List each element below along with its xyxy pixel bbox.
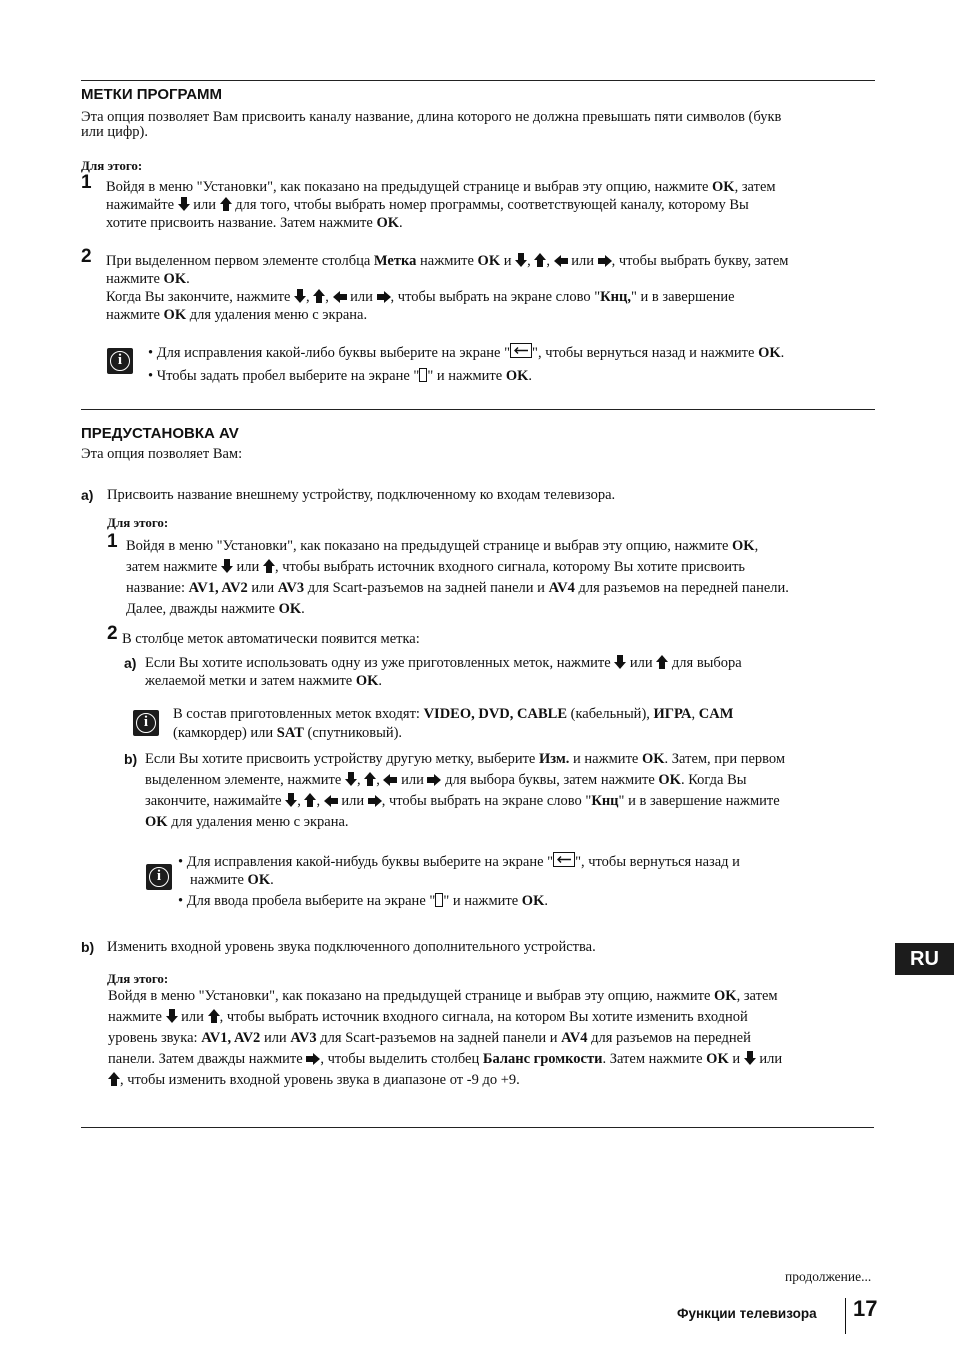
arrow-left-icon — [333, 291, 347, 303]
item-text: выделенном элементе, нажмите , , или для выбора буквы, затем нажмите OK. Когда Вы — [145, 772, 747, 788]
step-text: затем нажмите или , чтобы выбрать источник входного сигнала, которому Вы хотите присвоить — [126, 559, 746, 575]
body-text: нажмите или , чтобы выбрать источник входного сигнала, на котором Вы хотите изменить входной — [108, 1009, 748, 1025]
arrow-left-icon — [324, 795, 338, 807]
note-text: • Для исправления какой-либо буквы выберите на экране " ", чтобы вернуться назад и нажмите OK. — [148, 345, 785, 361]
arrow-left-icon — [383, 774, 397, 786]
item-label: a) — [81, 487, 94, 503]
arrow-right-icon — [598, 255, 612, 267]
arrow-right-icon — [306, 1053, 320, 1065]
arrow-down-icon — [166, 1009, 178, 1023]
lead-label: Для этого: — [81, 158, 143, 173]
page-number: 17 — [853, 1296, 878, 1321]
note-text: • Чтобы задать пробел выберите на экране " " и нажмите OK. — [148, 368, 532, 384]
item-text: Присвоить название внешнему устройству, подключенному ко входам телевизора. — [107, 487, 616, 503]
arrow-up-icon — [304, 793, 316, 807]
arrow-up-icon — [108, 1072, 120, 1086]
lead-label: Для этого: — [107, 971, 169, 986]
arrow-down-icon — [294, 289, 306, 303]
intro-text-cont: или цифр). — [81, 124, 148, 140]
arrow-up-icon — [313, 289, 325, 303]
footer-divider — [845, 1298, 846, 1334]
item-label: b) — [124, 751, 138, 767]
arrow-right-icon — [427, 774, 441, 786]
info-icon: i — [146, 864, 172, 890]
body-text: панели. Затем дважды нажмите , чтобы выделить столбец Баланс громкости. Затем нажмите OK и или — [108, 1051, 783, 1067]
item-text: желаемой метки и затем нажмите OK. — [145, 673, 383, 689]
backspace-icon — [510, 343, 532, 358]
arrow-down-icon — [614, 655, 626, 669]
step-text: нажмите OK для удаления меню с экрана. — [106, 307, 368, 323]
info-icon: i — [107, 348, 133, 374]
arrow-down-icon — [515, 253, 527, 267]
arrow-up-icon — [220, 197, 232, 211]
item-text: закончите, нажимайте , , или , чтобы выбрать на экране слово "Кнц" и в завершение нажмите — [145, 793, 780, 809]
step-text: нажимайте или для того, чтобы выбрать номер программы, соответствующей каналу, которому Вы — [106, 197, 749, 213]
step-text: При выделенном первом элементе столбца Метка нажмите OK и , , или , чтобы выбрать букву, затем — [106, 253, 789, 269]
continued-text: продолжение... — [785, 1269, 872, 1284]
item-text: Если Вы хотите присвоить устройству другую метку, выберите Изм. и нажмите OK. Затем, при первом — [145, 751, 786, 767]
arrow-down-icon — [285, 793, 297, 807]
arrow-down-icon — [345, 772, 357, 786]
step-number: 2 — [107, 623, 118, 644]
step-text: название: AV1, AV2 или AV3 для Scart-разъемов на задней панели и AV4 для разъемов на передней панели. — [126, 580, 789, 596]
info-icon: i — [133, 710, 159, 736]
arrow-left-icon — [554, 255, 568, 267]
intro-text: Эта опция позволяет Вам: — [81, 446, 243, 462]
language-tab: RU — [895, 943, 954, 975]
step-number: 1 — [81, 172, 92, 193]
top-rule — [81, 80, 875, 81]
item-text: OK для удаления меню с экрана. — [145, 814, 349, 830]
note-text: В состав приготовленных меток входят: VIDEO, DVD, CABLE (кабельный), ИГРА, CAM — [173, 706, 734, 722]
arrow-down-icon — [221, 559, 233, 573]
step-text: Когда Вы закончите, нажмите , , или , чтобы выбрать на экране слово "Кнц," и в завершение — [106, 289, 735, 305]
step-text: Войдя в меню "Установки", как показано на предыдущей странице и выбрав эту опцию, нажмите OK, — [126, 538, 759, 554]
note-text: (камкордер) или SAT (спутниковый). — [173, 725, 403, 741]
step-text: нажмите OK. — [106, 271, 190, 287]
arrow-up-icon — [364, 772, 376, 786]
note-text: • Для исправления какой-нибудь буквы выберите на экране " ", чтобы вернуться назад и — [178, 854, 740, 870]
lead-label: Для этого: — [107, 515, 169, 530]
arrow-up-icon — [534, 253, 546, 267]
section-title-av-preset: ПРЕДУСТАНОВКА AV — [81, 425, 239, 442]
intro-text: Эта опция позволяет Вам присвоить каналу название, длина которого не должна превышать пяти символов (букв — [81, 109, 782, 125]
arrow-up-icon — [263, 559, 275, 573]
item-label: b) — [81, 939, 95, 955]
body-text: , чтобы изменить входной уровень звука в диапазоне от -9 до +9. — [108, 1071, 520, 1089]
note-text: нажмите OK. — [190, 872, 274, 888]
item-label: a) — [124, 655, 137, 671]
arrow-right-icon — [368, 795, 382, 807]
step-text: Войдя в меню "Установки", как показано на предыдущей странице и выбрав эту опцию, нажмите OK, затем — [106, 179, 776, 195]
arrow-up-icon — [656, 655, 668, 669]
note-text: • Для ввода пробела выберите на экране " " и нажмите OK. — [178, 893, 548, 909]
backspace-icon — [553, 852, 575, 867]
step-text: Далее, дважды нажмите OK. — [126, 601, 305, 617]
arrow-right-icon — [377, 291, 391, 303]
step-number: 1 — [107, 531, 118, 552]
bottom-rule — [81, 1127, 874, 1128]
arrow-down-icon — [178, 197, 190, 211]
step-text: хотите присвоить название. Затем нажмите OK. — [106, 215, 403, 231]
section-title-program-labels: МЕТКИ ПРОГРАММ — [81, 86, 223, 103]
footer-section-name: Функции телевизора — [677, 1306, 817, 1321]
step-number: 2 — [81, 246, 92, 267]
section-divider — [81, 409, 875, 410]
body-text: уровень звука: AV1, AV2 или AV3 для Scart-разъемов на задней панели и AV4 для разъемов на передней — [108, 1030, 751, 1046]
item-text: Если Вы хотите использовать одну из уже приготовленных меток, нажмите или для выбора — [145, 655, 742, 671]
arrow-down-icon — [744, 1051, 756, 1065]
item-text: Изменить входной уровень звука подключенного дополнительного устройства. — [107, 939, 596, 955]
body-text: Войдя в меню "Установки", как показано на предыдущей странице и выбрав эту опцию, нажмите OK, затем — [108, 988, 778, 1004]
step-text: В столбце меток автоматически появится метка: — [122, 631, 420, 647]
arrow-up-icon — [208, 1009, 220, 1023]
